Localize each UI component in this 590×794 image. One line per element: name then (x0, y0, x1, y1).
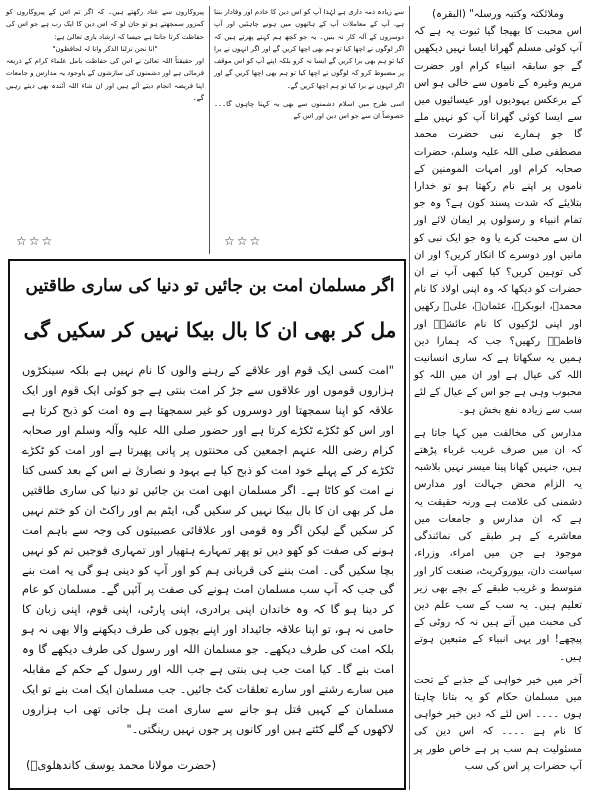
paragraph: آخر میں خیر خواہی کے جذبے کے تحت میں مسلمان حکام کو یہ بتانا چاہتا ہوں ۔۔۔۔ اس لئے کہ دین خیر خواہی کا نام ہے ۔۔۔۔ کہ اس دین کی مسئولیت ہم سب پر ہے خاص طور پر آپ حضرات پر اس کی سب (414, 674, 582, 772)
paragraph: اس محبت کا بھیجا گیا ثبوت یہ ہے کہ آپ کوئی مسلم گھرانا ایسا نہیں دیکھیں گے جو سابقہ انبیاء کرام اور حضرت مریم وغیرہ کے ناموں سے خالی ہو اس کے برعکس یہودیوں اور عیسائیوں میں سے ایسا کوئی گھرانا آپ کو نہیں ملے گا جو ہمارے نبی حضرت محمد مصطفی صلی اللہ علیہ وسلم، حضرات صحابہ کرام اور امہات المومنین کے ناموں پر اپنے نام رکھتا ہو تو خدارا بتلایئے کہ شدت پسند کون ہے؟ وہ جو تمام انبیاء و رسولوں پر ایمان لائے اور ان سے محبت کرے یا وہ جو ایک نبی کو مانیں اور دوسرے کا انکار کریں؟ اور ان کی توہین کریں؟ کیا کبھی آپ نے ان حضرات کو دیکھا کہ وہ اپنی اولاد کا نام محمدؐ، ابوبکرؓ، عثمانؓ، علیؓ رکھیں اور اپنی لڑکیوں کا نام عائشہؓ اور فاطمہؓ رکھیں؟ جب کہ ہمارا دین ہمیں یہ سکھاتا ہے کہ ساری انسانیت اللہ کی عیال ہے اور ان میں اللہ کو محبوب وہی ہے جو اس کے عیال کے لئے سب سے زیادہ نفع بخش ہو۔ (414, 26, 582, 416)
verse-line: وملائکتہ وکتبہ ورسلہ" (البقرہ) (432, 9, 564, 20)
left-column (6, 6, 204, 258)
right-column (414, 6, 582, 775)
section-separator-stars: ☆☆☆ (16, 234, 55, 248)
column-divider (409, 6, 410, 790)
paragraph: اور حقیقتاً اللہ تعالیٰ نے اس کی حفاظت بامل علماء کرام کے ذریعہ فرمائی ہے اور دشمنوں کی سازشوں کے باوجود یہ مدارس و جامعات اپنا فریضہ انجام دیتے آئے ہیں اور ان شاء اللہ آئندہ بھی دیتے رہیں گے۔ (6, 57, 204, 102)
quote-paragraph: "امت کسی ایک قوم اور علاقے کے رہنے والوں کا نام نہیں ہے بلکہ سینکڑوں ہزاروں قوموں اور علاقوں سے جڑ کر امت بنتی ہے جو کوئی ایک قوم اور ایک علاقہ کو اپنا سمجھتا اور دوسروں کو غیر سمجھتا ہے وہ امت کو ذبح کرتا ہے اور اس کو ٹکڑے ٹکڑے کرتا ہے اور حضور صلی اللہ علیہ وآلہ وسلم اور صحابہ کرام رضی اللہ عنہم اجمعین کی محنتوں پر پانی پھیرتا ہے اور امت کو ٹکڑے ٹکڑے کر کے پہلے خود امت کو ذبح کیا ہے یہود و نصاریٰ نے اس کے بعد کسی کتا نے امت کو کاٹا ہے۔ اگر مسلمان ابھی امت بن جائیں تو دنیا کی ساری طاقتیں مل کر بھی ان کا بال بیکا نہیں کر سکیں گی، ایٹم بم اور راکٹ ان کو ختم نہیں کر سکیں گے لیکن اگر وہ قومی اور علاقائی عصبیتوں کی وجہ سے باہم امت ہونے کی صفت کو کھو دیں تو پھر تمہارے ہتھیار اور تمہاری فوجیں تم کو نہیں بچا سکیں گی۔ امت بننے کی قربانی ہم کو اور آپ کو دینی ہو گی یہ امت بنے گی جب کہ آپ سب مسلمان امت ہونے کی صفت پر آئیں گے۔ مسلمان کو عام کر دینا ہو گا کہ وہ خاندان اپنی برادری، اپنی پارٹی، اپنی قوم، اپنی زبان کا حامی نہ ہو، تو اپنا علاقہ جائیداد اور اپنے بچوں کی طرف دیکھنے والا بھی نہ ہو بلکہ امت کی طرف دیکھے۔ جو مسلمان اللہ اور رسول کی طرف دیکھے گا وہ امت بنے گا۔ کیا امت جب ہی بنتی ہے جب اللہ اور رسول کے حکم کے مقابلہ میں سارے رشتے اور سارے تعلقات کٹ جائیں۔ جب مسلمان ایک امت بنے تو ایک مسلمان کے کہیں قتل ہو جانے سے ساری امت ہل جاتی تھی اب ہزاروں لاکھوں کے گلے کٹتے ہیں اور کانوں پر جوں نہیں رینگتی۔" (22, 364, 394, 737)
paragraph: اسی طرح میں اسلام دشمنوں سے بھی یہ کہنا چاہوں گا۔۔۔ خصوصاً ان سے جو اس دین اور اس کے (214, 99, 404, 120)
middle-column (214, 6, 404, 258)
section-separator-stars: ☆☆☆ (224, 234, 263, 248)
paragraph: مدارس کی مخالفت میں کہا جاتا ہے کہ ان میں صرف غریب غرباء پڑھتے ہیں، جنہیں کھانا پینا میسر نہیں بلاشبہ یہ الزام محض جہالت اور مدارس دشمنی کی علامت ہے ورنہ حقیقت یہ ہے کہ ان مدارس و جامعات میں معاشرے کے ہر طبقے کی نمائندگی موجود ہے جن میں امراء، وزراء، سیاست دان، بیوروکریٹ، صنعت کار اور متوسط و غریب طبقے کے بچے بھی زیر تعلیم ہیں۔ یہ سب کے سب علم دین کی محبت میں آتے ہیں نہ کہ روٹی کے پیچھے! اور یہی انبیاء کے متبعین ہوتے ہیں۔ (414, 427, 582, 663)
paragraph: پیروکاروں سے عناد رکھتے ہیں۔ کہ اگر تم اس کے پیروکاروں کو کمزور سمجھتے ہو تو جان لو کہ اس دین کا ایک رب ہے جو اس کی حفاظت کرتا جانتا ہے جیسا کہ ارشاد باری تعالیٰ ہے: (6, 8, 204, 41)
quranic-verse: "انا نحن نزلنا الذکر وانا لہ لحافظون" (52, 44, 158, 53)
column-divider (209, 6, 210, 254)
box-headline-line-1: اگر مسلمان امت بن جائیں تو دنیا کی ساری طاقتیں (25, 276, 395, 296)
quote-author: (حضرت مولانا محمد یوسف کاندھلویؒ) (26, 758, 217, 772)
quote-box (8, 259, 406, 790)
paragraph: سے زیادہ ذمہ داری ہے لہٰذا آپ کو اس دین کا خادم اور وفادار بننا ہے، آپ کے معاملات آپ کے ہاتھوں میں ہونے چاہئیں اور آپ دوسروں کے آلہ کار نہ بنیں۔ یہ جو کچھ ہم کہتے پھرتے ہیں کہ اگر لوگوں نے اچھا کیا تو ہم بھی اچھا کریں گے اور اگر انہوں نے برا کیا تو ہم بھی برا کریں گے ایسا نہ کرو بلکہ اپنے آپ کو اس موقف پر مضبوط کرو کہ لوگوں نے اچھا کیا تو ہم بھی اچھا کریں گے اور اگر انہوں نے برا کیا تو ہم اچھا کریں گے۔ (214, 8, 404, 90)
quote-text (22, 361, 394, 740)
box-headline-line-2: مل کر بھی ان کا بال بیکا نہیں کر سکیں گی (23, 318, 397, 342)
